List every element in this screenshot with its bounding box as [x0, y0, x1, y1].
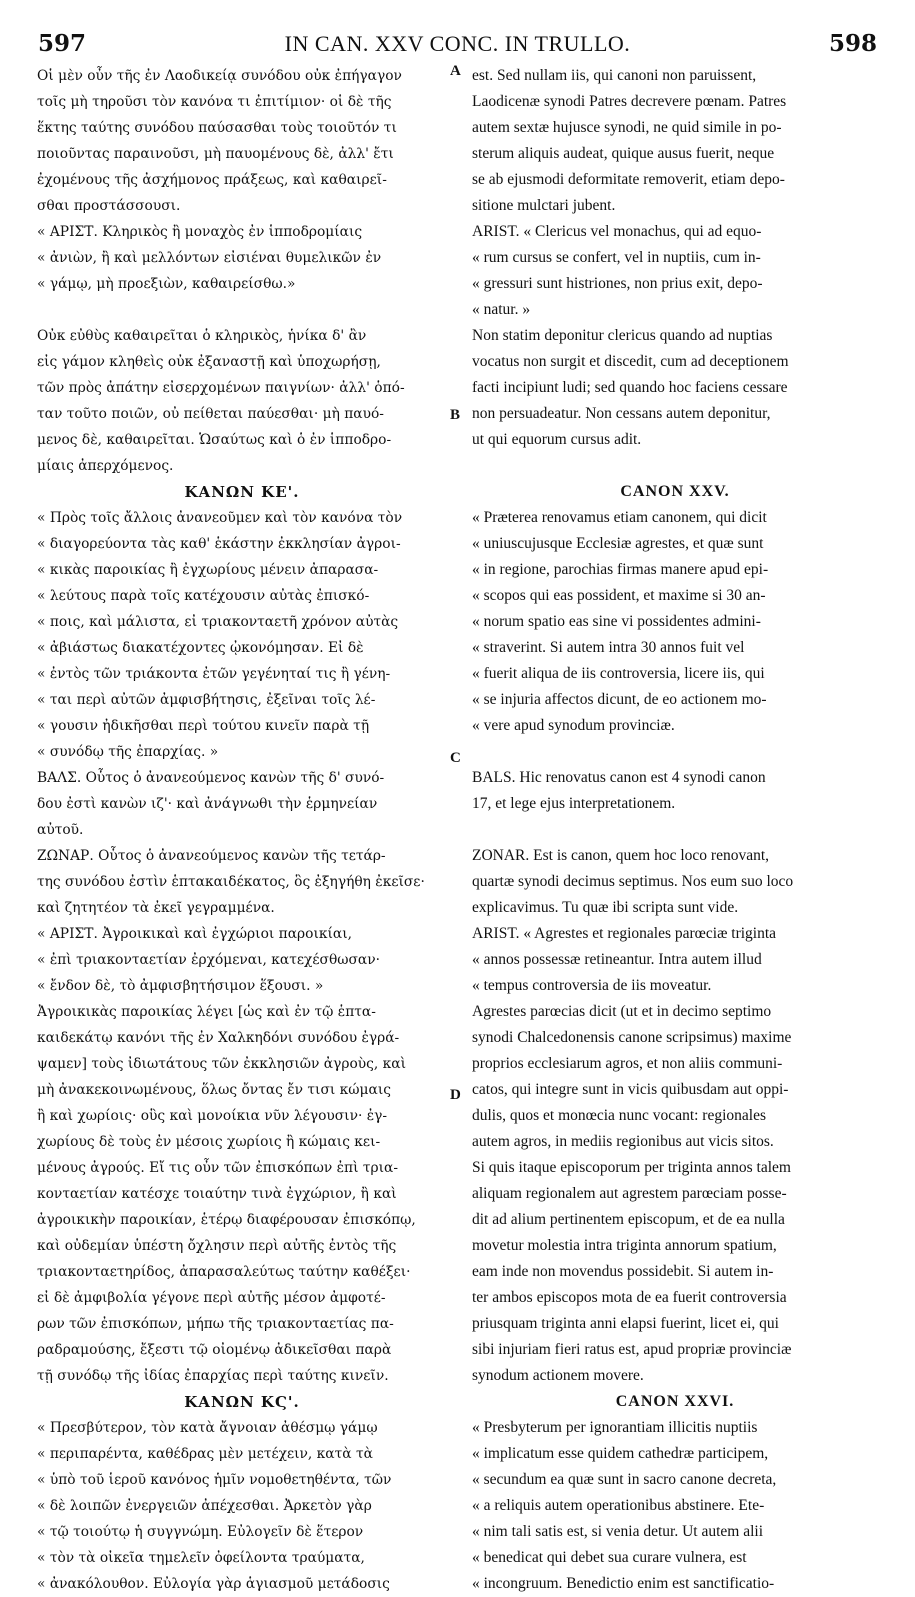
greek-text-line: ἕκτης ταύτης συνόδου παύσασθαι τοὺς τοιοῦτόν τι: [37, 120, 397, 136]
latin-text-line: « tempus controversia de iis moveatur.: [472, 977, 712, 994]
running-title: IN CAN. XXV CONC. IN TRULLO.: [284, 31, 631, 56]
greek-text-line: δου ἐστὶ κανὼν ιζ'· καὶ ἀνάγνωθι τὴν ἑρμηνείαν: [37, 796, 378, 812]
latin-text-line: ARIST. « Clericus vel monachus, qui ad equo-: [472, 223, 762, 240]
margin-letter-b: B: [450, 407, 461, 423]
latin-text-line: facti incipiunt ludi; sed quando hoc faciens cessare: [472, 379, 788, 396]
greek-text-line: « Πρὸς τοῖς ἄλλοις ἀνανεοῦμεν καὶ τὸν κανόνα τὸν: [37, 510, 403, 526]
latin-text-line: [472, 817, 878, 843]
greek-text-line: « ποις, καὶ μάλιστα, εἰ τριακονταετῆ χρόνον αὐτὰς: [37, 614, 399, 630]
greek-text-line: ΒΑΛΣ. Οὗτος ὁ ἀνανεούμενος κανὼν τῆς δ' συνό-: [37, 770, 385, 786]
page-number-right: 598: [828, 30, 877, 57]
margin-letter-d: D: [450, 1087, 461, 1103]
greek-text-line: ραδραμούσης, ἔξεστι τῷ οἰομένῳ ἀδικεῖσθαι παρὰ: [37, 1342, 392, 1358]
latin-text-line: autem sextæ hujusce synodi, ne quid simile in po-: [472, 119, 782, 136]
latin-text-line: Agrestes parœcias dicit (ut et in decimo septimo: [472, 1003, 772, 1020]
latin-text-line: [472, 739, 878, 765]
latin-text-line: « rum cursus se confert, vel in nuptiis, cum in-: [472, 249, 761, 266]
greek-text-line: τῇ συνόδῳ τῆς ἰδίας ἐπαρχίας περὶ ταύτης κινεῖν.: [37, 1368, 389, 1384]
greek-text-line: της συνόδου ἐστὶν ἑπτακαιδέκατος, ὃς ἐξηγήθη ἐκεῖσε·: [37, 874, 425, 890]
greek-text-line: « Πρεσβύτερον, τὸν κατὰ ἄγνοιαν ἀθέσμῳ γάμῳ: [37, 1420, 378, 1436]
latin-text-line: CANON XXV.: [620, 483, 730, 500]
latin-text-line: dit ad alium pertinentem episcopum, et de ea nulla: [472, 1211, 785, 1228]
greek-text-line: μένους ἀγρούς. Εἴ τις οὖν τῶν ἐπισκόπων ἐπὶ τρια-: [37, 1160, 399, 1176]
latin-text-line: « norum spatio eas sine vi possidentes admini-: [472, 613, 761, 630]
latin-text-line: est. Sed nullam iis, qui canoni non paruissent,: [472, 67, 757, 84]
greek-text-line: [37, 297, 447, 323]
latin-text-line: CANON XXVI.: [615, 1393, 735, 1410]
greek-text-line: « περιπαρέντα, καθέδρας μὲν μετέχειν, κατὰ τὰ: [37, 1446, 373, 1462]
greek-text-line: « ἐπὶ τριακονταετίαν ἐρχόμεναι, κατεχέσθωσαν·: [37, 952, 381, 968]
latin-text-line: aliquam regionalem aut agrestem parœciam posse-: [472, 1185, 787, 1202]
latin-text-line: sitione mulctari jubent.: [472, 197, 616, 214]
latin-text-line: Si quis itaque episcoporum per triginta annos talem: [472, 1159, 791, 1176]
latin-text-line: « Presbyterum per ignorantiam illicitis nuptiis: [472, 1419, 758, 1436]
latin-text-line: « annos possessæ retineantur. Intra autem illud: [472, 951, 762, 968]
latin-text-line: « se injuria affectos dicunt, de eo actionem mo-: [472, 691, 767, 708]
latin-text-line: ARIST. « Agrestes et regionales parœciæ triginta: [472, 925, 777, 942]
latin-text-line: « a reliquis autem operationibus abstinere. Ete-: [472, 1497, 765, 1514]
greek-text-line: « δὲ λοιπῶν ἐνεργειῶν ἀπέχεσθαι. Ἀρκετὸν γὰρ: [37, 1498, 372, 1514]
latin-text-line: Laodicenæ synodi Patres decrevere pœnam. Patres: [472, 93, 787, 110]
greek-text-line: μενος δὲ, καθαιρεῖται. Ὡσαύτως καὶ ὁ ἐν ἱπποδρο-: [37, 432, 392, 448]
greek-text-line: ψαμεν] τοὺς ἰδιωτάτους τῶν ἐκκλησιῶν ἀγροὺς, καὶ: [37, 1056, 406, 1072]
greek-text-line: ἢ καὶ χωρίοις· οὓς καὶ μονοίκια νῦν λέγουσιν· ἐγ-: [37, 1108, 388, 1124]
latin-text-line: « in regione, parochias firmas manere apud epi-: [472, 561, 769, 578]
page-header: [0, 30, 915, 64]
latin-text-line: sterum aliquis audeat, quique ausus fuerit, neque: [472, 145, 775, 162]
latin-text-line: se ab ejusmodi deformitate removerit, etiam depo-: [472, 171, 785, 188]
latin-column: [472, 63, 878, 1597]
latin-text-line: non persuadeatur. Non cessans autem deponitur,: [472, 405, 771, 422]
latin-text-line: autem agros, in mediis regionibus aut vicis sitos.: [472, 1133, 774, 1150]
greek-text-line: « διαγορεύοντα τὰς καθ' ἑκάστην ἐκκλησίαν ἀγροι-: [37, 536, 401, 552]
page-number-left: 597: [38, 30, 87, 57]
latin-text-line: synodum actionem movere.: [472, 1367, 644, 1384]
latin-text-line: « implicatum esse quidem cathedræ participem,: [472, 1445, 769, 1462]
latin-text-line: « gressuri sunt histriones, non prius exit, depo-: [472, 275, 763, 292]
greek-text-line: μὴ ἀνακεκοινωμένους, ὅλως ὄντας ἔν τισι κώμαις: [37, 1082, 391, 1098]
greek-text-line: καὶ ζητητέον τὰ ἐκεῖ γεγραμμένα.: [37, 900, 275, 916]
latin-text-line: ter ambos episcopos mota de ea fuerit controversia: [472, 1289, 787, 1306]
greek-text-line: εἰς γάμον κληθεὶς οὐκ ἐξαναστῇ καὶ ὑποχωρήσῃ,: [37, 354, 381, 370]
greek-text-line: σθαι προστάσσουσι.: [37, 198, 181, 214]
greek-text-line: ΚΑΝΩΝ ΚΕ'.: [184, 483, 300, 501]
latin-text-line: « scopos qui eas possident, et maxime si 30 an-: [472, 587, 766, 604]
greek-text-line: καιδεκάτῳ κανόνι τῆς ἐν Χαλκηδόνι συνόδου ἐγρά-: [37, 1030, 400, 1046]
latin-text-line: 17, et lege ejus interpretationem.: [472, 795, 676, 812]
greek-text-line: « λεύτους παρὰ τοῖς κατέχουσιν αὐτὰς ἐπισκό-: [37, 588, 370, 604]
greek-text-line: εἰ δὲ ἀμφιβολία γέγονε περὶ αὐτῆς μέσον ἀμφοτέ-: [37, 1290, 386, 1306]
latin-text-line: dulis, quos et monœcia nunc vocant: regionales: [472, 1107, 767, 1124]
greek-text-line: « ΑΡΙΣΤ. Ἀγροικικαὶ καὶ ἐγχώριοι παροικίαι,: [37, 926, 353, 942]
latin-text-line: BALS. Hic renovatus canon est 4 synodi canon: [472, 769, 766, 786]
latin-text-line: Non statim deponitur clericus quando ad nuptias: [472, 327, 773, 344]
latin-text-line: « secundum ea quæ sunt in sacro canone decreta,: [472, 1471, 777, 1488]
greek-text-line: « ἀνιὼν, ἢ καὶ μελλόντων εἰσιέναι θυμελικῶν ἐν: [37, 250, 382, 266]
greek-text-line: τριακονταετηρίδος, ἀπαρασαλεύτως ταύτην καθέξει·: [37, 1264, 411, 1280]
latin-text-line: proprios ecclesiarum agros, et non aliis communi-: [472, 1055, 783, 1072]
greek-text-line: « ἔνδον δὲ, τὸ ἀμφισβητήσιμον ἕξουσι. »: [37, 978, 324, 994]
greek-text-line: ἀγροικικὴν παροικίαν, ἑτέρῳ διαφέρουσαν ἐπισκόπῳ,: [37, 1212, 416, 1228]
greek-text-line: αὐτοῦ.: [37, 822, 84, 838]
latin-text-line: catos, qui integre sunt in vicis quibusdam aut oppi-: [472, 1081, 789, 1098]
margin-letter-a: A: [450, 63, 461, 79]
latin-text-line: « incongruum. Benedictio enim est sanctificatio-: [472, 1575, 775, 1592]
margin-letter-c: C: [450, 750, 461, 766]
greek-text-line: « τὸν τὰ οἰκεῖα τημελεῖν ὀφείλοντα τραύματα,: [37, 1550, 365, 1566]
latin-text-line: vocatus non surgit et discedit, cum ad deceptionem: [472, 353, 789, 370]
greek-text-line: ἐχομένους τῆς ἀσχήμονος πράξεως, καὶ καθαιρεῖ-: [37, 172, 387, 188]
greek-text-line: τῶν πρὸς ἀπάτην εἰσερχομένων παιγνίων· ἀλλ' ὁπό-: [37, 380, 405, 396]
latin-text-line: « uniuscujusque Ecclesiæ agrestes, et quæ sunt: [472, 535, 764, 552]
greek-text-line: « ὑπὸ τοῦ ἱεροῦ κανόνος ἡμῖν νομοθετηθέντα, τῶν: [37, 1472, 392, 1488]
greek-text-line: Ἀγροικικὰς παροικίας λέγει [ὡς καὶ ἐν τῷ ἑπτα-: [37, 1004, 376, 1020]
greek-text-line: τοῖς μὴ τηροῦσι τὸν κανόνα τι ἐπιτίμιον· οἱ δὲ τῆς: [37, 94, 392, 110]
latin-text-line: « natur. »: [472, 301, 531, 318]
greek-text-line: « ἀβιάστως διακατέχοντες ᾠκονόμησαν. Εἰ δὲ: [37, 640, 364, 656]
latin-text-line: eam inde non movendus possidebit. Si autem in-: [472, 1263, 774, 1280]
greek-text-line: Οὐκ εὐθὺς καθαιρεῖται ὁ κληρικὸς, ἡνίκα δ' ἂν: [37, 328, 367, 344]
greek-text-line: καὶ οὐδεμίαν ὑπέστη ὄχλησιν περὶ αὐτῆς ἐντὸς τῆς: [37, 1238, 397, 1254]
greek-text-line: « κικὰς παροικίας ἢ ἐγχωρίους μένειν ἀπαρασα-: [37, 562, 379, 578]
greek-text-line: « ται περὶ αὐτῶν ἀμφισβήτησις, ἐξεῖναι τοῖς λέ-: [37, 692, 376, 708]
greek-text-line: « τῷ τοιούτῳ ἡ συγγνώμη. Εὐλογεῖν δὲ ἕτερον: [37, 1524, 364, 1540]
greek-text-line: ρων τῶν ἐπισκόπων, μήπω τῆς τριακονταετίας πα-: [37, 1316, 394, 1332]
greek-text-line: « ΑΡΙΣΤ. Κληρικὸς ἢ μοναχὸς ἐν ἱπποδρομίαις: [37, 224, 363, 240]
latin-text-line: explicavimus. Tu quæ ibi scripta sunt vide.: [472, 899, 739, 916]
greek-text-line: ποιοῦντας παραινοῦσι, μὴ παυομένους δὲ, ἀλλ' ἔτι: [37, 146, 394, 162]
latin-text-line: « straverint. Si autem intra 30 annos fuit vel: [472, 639, 745, 656]
latin-text-line: [472, 453, 878, 479]
greek-text-line: « ἀνακόλουθον. Εὐλογία γὰρ ἁγιασμοῦ μετάδοσις: [37, 1576, 390, 1592]
greek-text-line: ταν τοῦτο ποιῶν, οὐ πείθεται παύεσθαι· μὴ παυό-: [37, 406, 384, 422]
greek-text-line: μίαις ἀπερχόμενος.: [37, 458, 174, 474]
latin-text-line: « benedicat qui debet sua curare vulnera, est: [472, 1549, 747, 1566]
latin-text-line: ut qui equorum cursus adit.: [472, 431, 642, 448]
greek-text-line: « συνόδῳ τῆς ἐπαρχίας. »: [37, 744, 219, 760]
latin-text-line: « Præterea renovamus etiam canonem, qui dicit: [472, 509, 767, 526]
latin-text-line: « vere apud synodum provinciæ.: [472, 717, 675, 734]
greek-text-line: « γάμῳ, μὴ προεξιὼν, καθαιρείσθω.»: [37, 276, 296, 292]
latin-text-line: quartæ synodi decimus septimus. Nos eum suo loco: [472, 873, 794, 890]
greek-text-line: ΚΑΝΩΝ ΚϚ'.: [184, 1393, 300, 1411]
greek-text-line: ΖΩΝΑΡ. Οὗτος ὁ ἀνανεούμενος κανὼν τῆς τετάρ-: [37, 848, 386, 864]
greek-text-line: Οἱ μὲν οὖν τῆς ἐν Λαοδικείᾳ συνόδου οὐκ ἐπήγαγον: [37, 68, 402, 84]
latin-text-line: priusquam triginta anni elapsi fuerint, licet ei, qui: [472, 1315, 779, 1332]
latin-text-line: ZONAR. Est is canon, quem hoc loco renovant,: [472, 847, 770, 864]
greek-text-line: κονταετίαν κατέσχε τοιαύτην τινὰ ἐγχώριον, ἢ καὶ: [37, 1186, 397, 1202]
greek-text-line: « γουσιν ἠδικῆσθαι περὶ τούτου κινεῖν παρὰ τῇ: [37, 718, 370, 734]
latin-text-line: movetur molestia intra triginta annorum spatium,: [472, 1237, 777, 1254]
latin-text-line: « nim tali satis est, si venia detur. Ut autem alii: [472, 1523, 764, 1540]
latin-text-line: sibi injuriam fieri ratus est, apud propriæ provinciæ: [472, 1341, 792, 1358]
greek-column: [37, 63, 447, 1597]
greek-text-line: χωρίους δὲ τοὺς ἐν μέσοις χωρίοις ἢ κώμαις κει-: [37, 1134, 381, 1150]
latin-text-line: « fuerit aliqua de iis controversia, licere iis, qui: [472, 665, 765, 682]
greek-text-line: « ἐντὸς τῶν τριάκοντα ἐτῶν γεγένηταί τις ἢ γένη-: [37, 666, 391, 682]
latin-text-line: synodi Chalcedonensis canone scripsimus) maxime: [472, 1029, 792, 1046]
